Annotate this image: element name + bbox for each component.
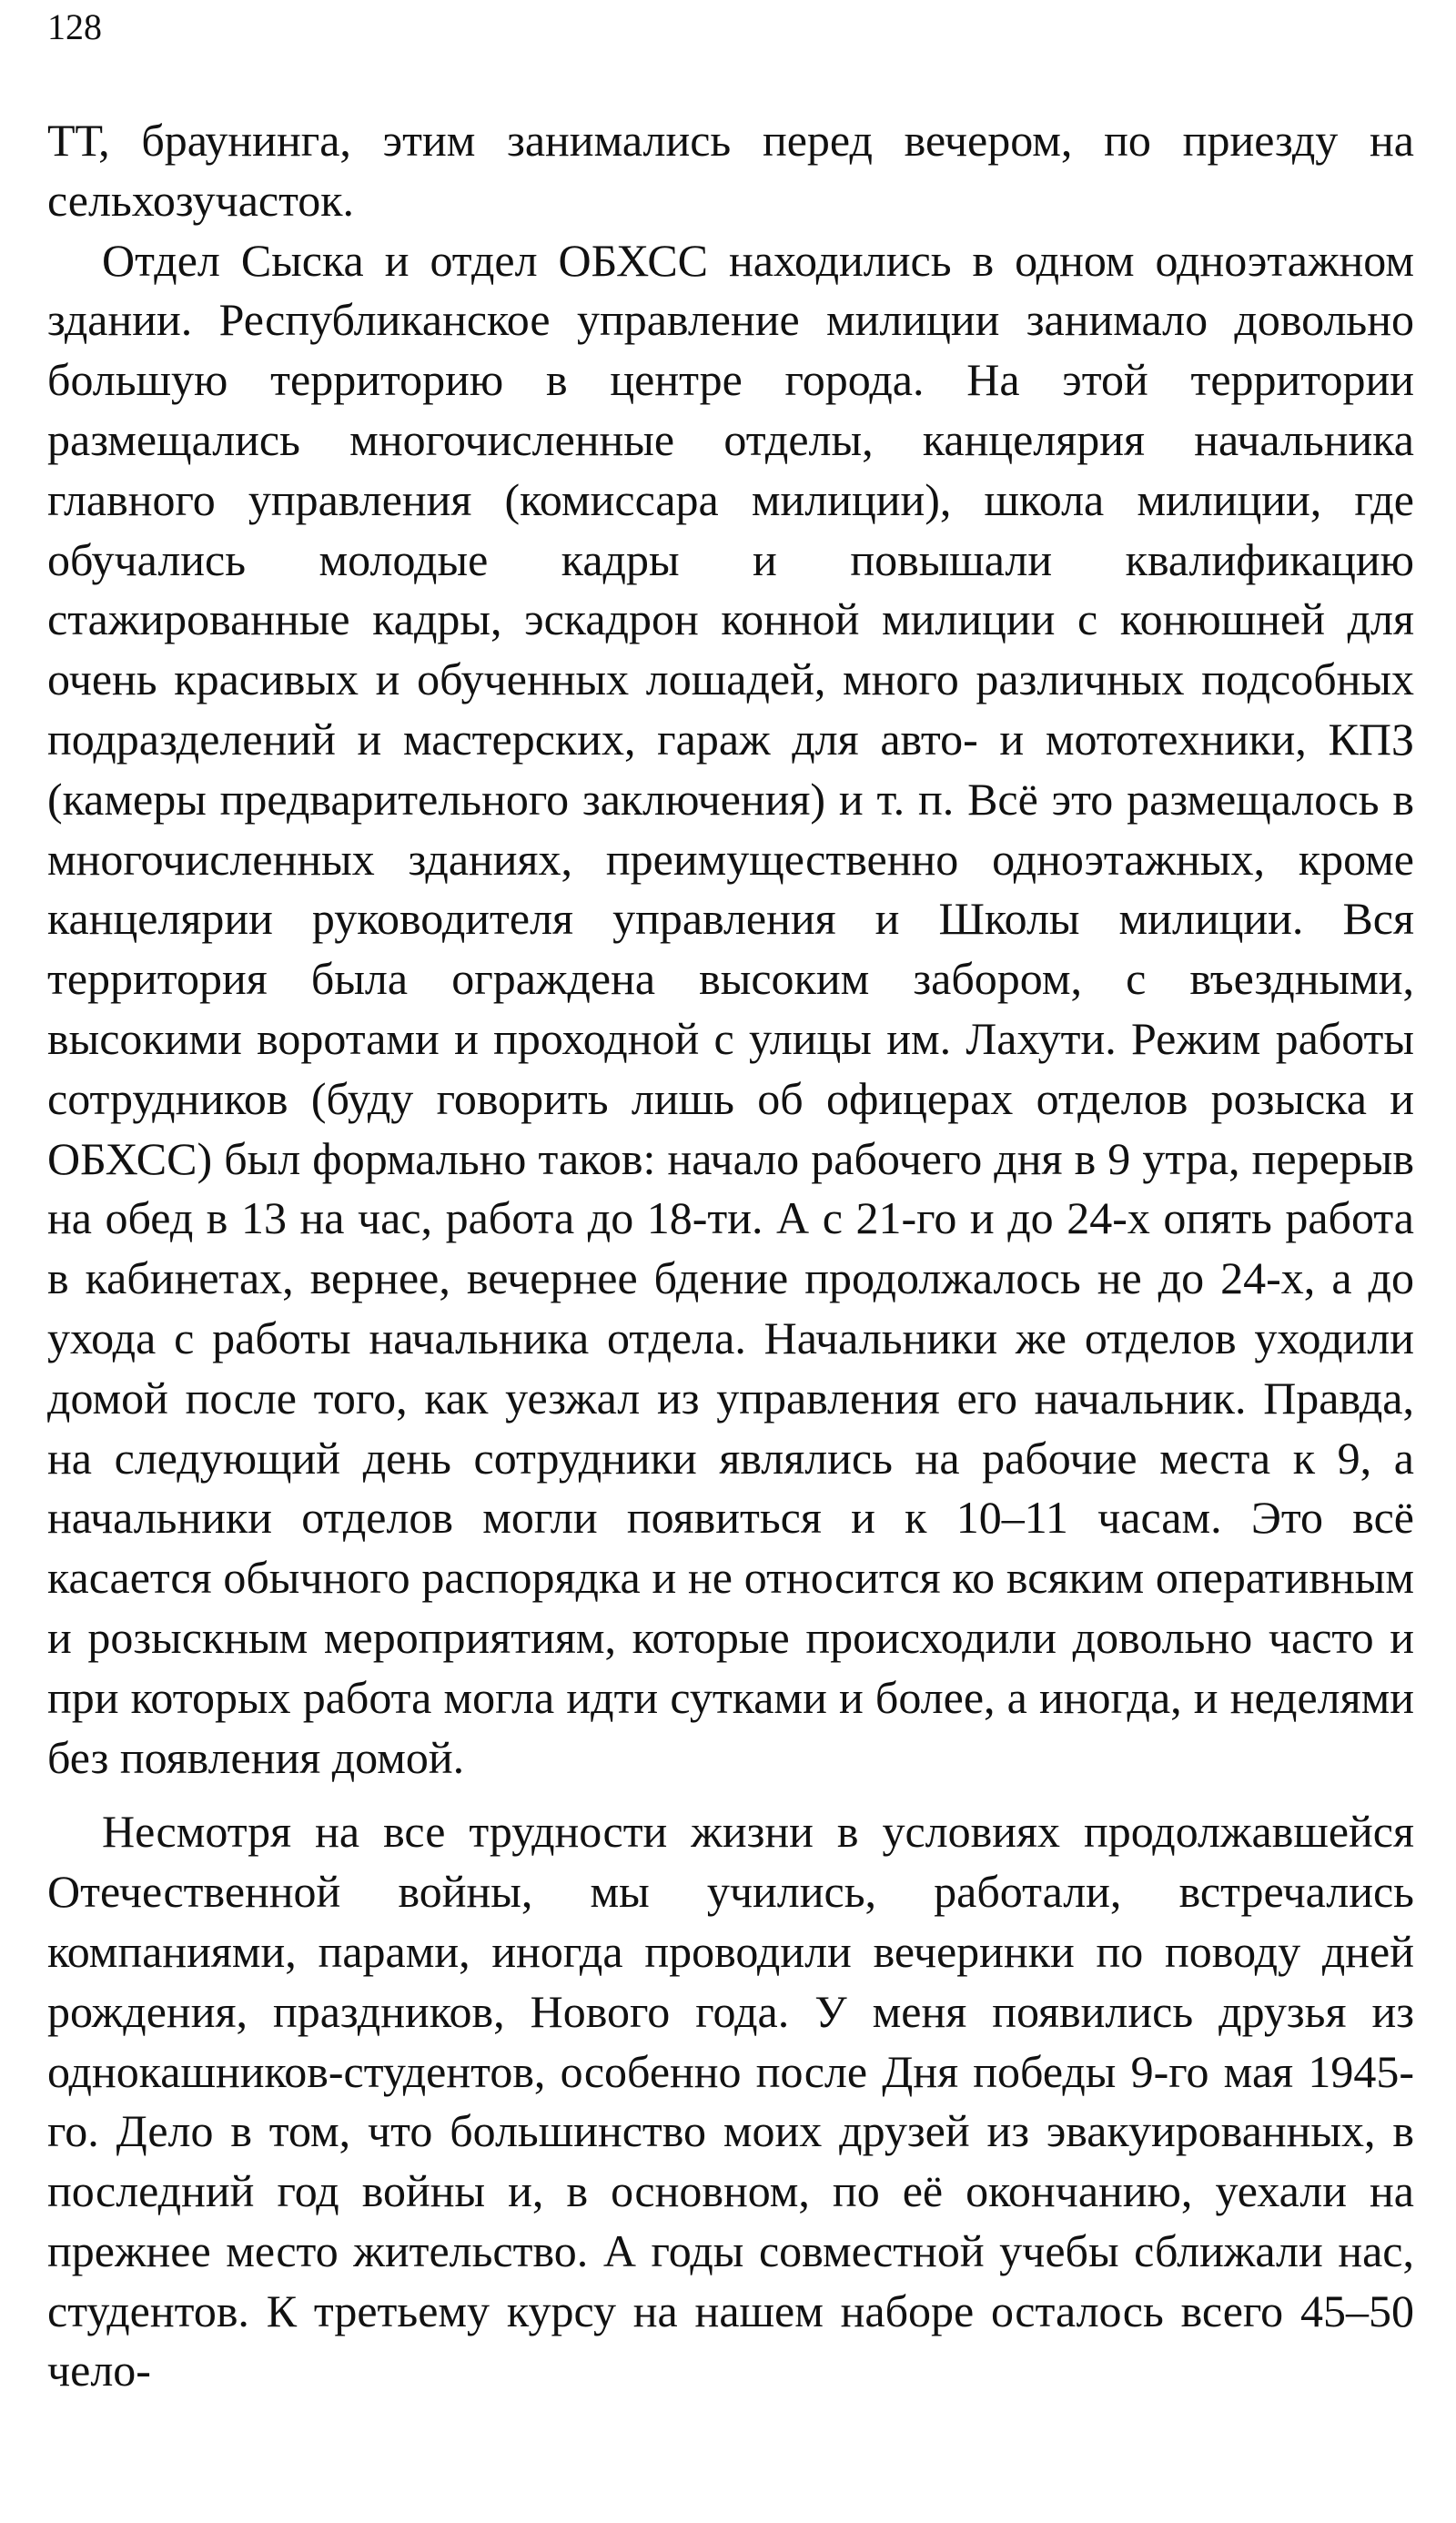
paragraph-1: ТТ, браунинга, этим занимались перед вечером, по приезду на сельхозучасток. — [47, 115, 1414, 226]
paragraph-2: Отдел Сыска и отдел ОБХСС находились в одном одноэтажном здании. Республиканское управление милиции занимало довольно большую территорию в центре города. На этой территории размещались многочисленные отделы, канцелярия начальника главного управления (комиссара милиции), школа милиции, где обучались молодые кадры и повышали квалификацию стажированные кадры, эскадрон конной милиции с конюшней для очень красивых и обученных лошадей, много различных подсобных подразделений и мастерских, гараж для авто- и мототехники, КПЗ (камеры предварительного заключения) и т. п. Всё это размещалось в многочисленных зданиях, преимущественно одноэтажных, кроме канцелярии руководителя управления и Школы милиции. Вся территория была ограждена высоким забором, с въездными, высокими воротами и проходной с улицы им. Лахути. Режим работы сотрудников (буду говорить лишь об офицерах отделов розыска и ОБХСС) был формально таков: начало рабочего дня в 9 утра, перерыв на обед в 13 на час, работа до 18-ти. А с 21-го и до 24-х опять работа в кабинетах, вернее, вечернее бдение продолжалось не до 24-х, а до ухода с работы начальника отдела. Начальники же отделов уходили домой после того, как уезжал из управления его начальник. Правда, на следующий день сотрудники являлись на рабочие места к 9, а начальники отделов могли появиться и к 10–11 часам. Это всё касается обычного распорядка и не относится ко всяким оперативным и розыскным мероприятиям, которые происходили довольно часто и при которых работа могла идти сутками и более, а иногда, и неделями без появления домой. — [47, 234, 1414, 1783]
body-text — [47, 111, 1414, 2401]
page-number: 128 — [47, 6, 102, 47]
paragraph-3: Несмотря на все трудности жизни в условиях продолжавшейся Отечественной войны, мы учились, работали, встречались компаниями, парами, иногда проводили вечеринки по поводу дней рождения, праздников, Нового года. У меня появились друзья из однокашников-студентов, особенно после Дня победы 9-го мая 1945-го. Дело в том, что большинство моих друзей из эвакуированных, в последний год войны и, в основном, по её окончанию, уехали на прежнее место жительство. А годы совместной учебы сближали нас, студентов. К третьему курсу на нашем наборе осталось всего 45–50 чело- — [47, 1806, 1414, 2396]
